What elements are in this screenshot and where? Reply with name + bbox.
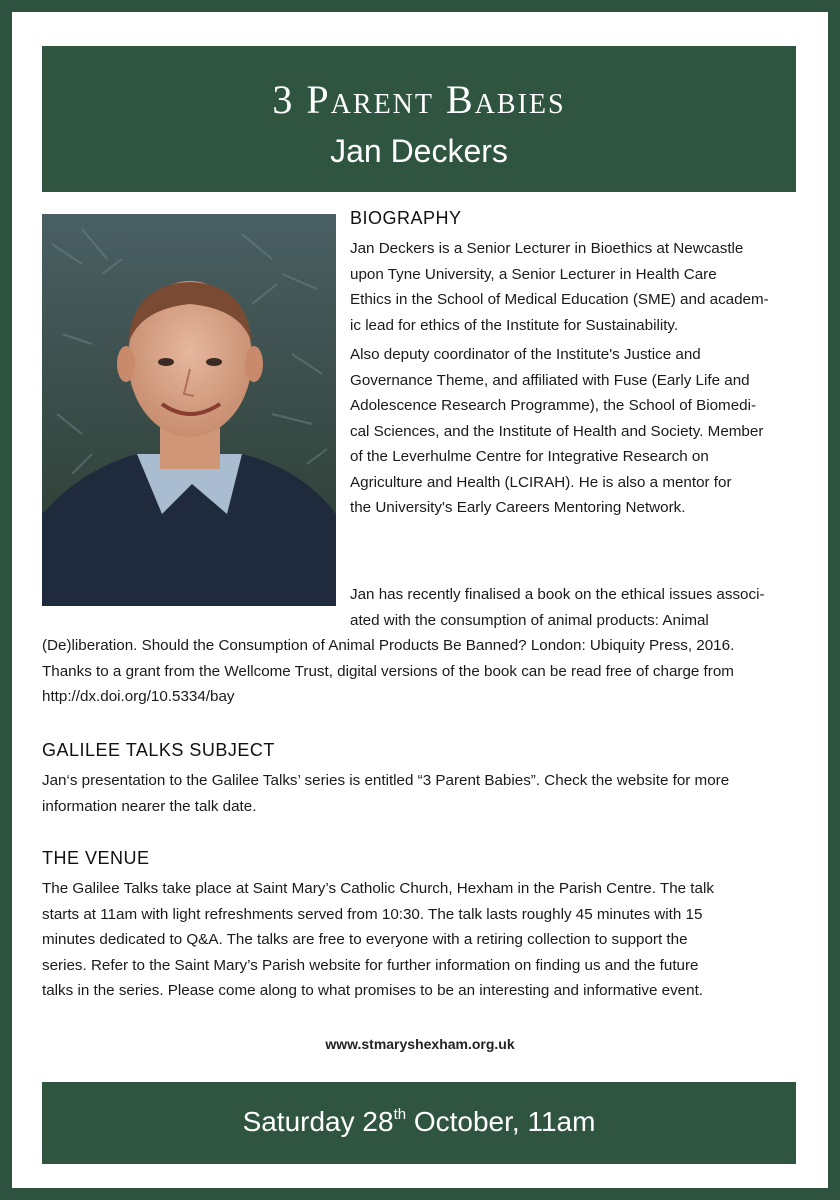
biography-para-2 xyxy=(350,342,796,521)
bio-line: Jan Deckers is a Senior Lecturer in Bioethics at Newcastle xyxy=(350,240,744,257)
venue-line: starts at 11am with light refreshments served from 10:30. The talk lasts roughly 45 minutes with 15 xyxy=(42,905,703,923)
subject-text xyxy=(42,768,796,819)
speaker-name: Jan Deckers xyxy=(330,133,508,169)
footer-banner xyxy=(42,1082,796,1164)
subject-heading: GALILEE TALKS SUBJECT xyxy=(42,740,275,760)
bio-line: cal Sciences, and the Institute of Health and Society. Member xyxy=(350,422,764,440)
bio-line: ic lead for ethics of the Institute for Sustainability. xyxy=(350,316,679,334)
header-banner xyxy=(42,46,796,192)
doi-link[interactable]: http://dx.doi.org/10.5334/bay xyxy=(42,688,235,705)
bio-line: ated with the consumption of animal products: Animal xyxy=(350,611,709,629)
subject-line: Jan‘s presentation to the Galilee Talks’ series is entitled “3 Parent Babies”. Check the website for more xyxy=(42,772,730,789)
venue-line: talks in the series. Please come along to what promises to be an interesting and informative event. xyxy=(42,982,704,999)
bio-line: Adolescence Research Programme), the School of Biomedi- xyxy=(350,397,757,414)
bio-line: the University's Early Careers Mentoring Network. xyxy=(350,499,686,516)
bio-line: Governance Theme, and affiliated with Fuse (Early Life and xyxy=(350,371,750,389)
event-date-time: October, 11am xyxy=(406,1106,596,1137)
biography-para-3-top xyxy=(350,582,796,633)
subject-line: information nearer the talk date. xyxy=(42,797,257,815)
bio-line: Also deputy coordinator of the Institute's Justice and xyxy=(350,346,701,363)
website-link[interactable]: www.stmaryshexham.org.uk xyxy=(325,1036,515,1052)
bio-line: Thanks to a grant from the Wellcome Trust, digital versions of the book can be read free of charge from xyxy=(42,662,734,680)
event-title: 3 Parent Babies xyxy=(272,77,566,122)
venue-line: The Galilee Talks take place at Saint Mary’s Catholic Church, Hexham in the Parish Centre. The talk xyxy=(42,880,714,897)
bio-line: upon Tyne University, a Senior Lecturer in Health Care xyxy=(350,265,717,283)
venue-line: minutes dedicated to Q&A. The talks are free to everyone with a retiring collection to support the xyxy=(42,931,688,948)
venue-text xyxy=(42,876,796,1004)
event-date-suffix: th xyxy=(393,1106,407,1123)
poster-page xyxy=(12,12,828,1188)
event-date-day: Saturday 28 xyxy=(242,1106,394,1137)
venue-heading: THE VENUE xyxy=(42,848,150,868)
bio-line: Jan has recently finalised a book on the ethical issues associ- xyxy=(350,586,765,603)
venue-line: series. Refer to the Saint Mary’s Parish website for further information on finding us and the future xyxy=(42,956,699,974)
speaker-photo xyxy=(42,214,336,606)
bio-line: of the Leverhulme Centre for Integrative Research on xyxy=(350,448,709,465)
bio-line: (De)liberation. Should the Consumption of Animal Products Be Banned? London: Ubiquity Press, 2016. xyxy=(42,637,735,654)
bio-line: Ethics in the School of Medical Education (SME) and academ- xyxy=(350,291,769,308)
biography-heading: BIOGRAPHY xyxy=(350,208,462,228)
biography-para-3-bottom xyxy=(42,633,796,710)
biography-para-1 xyxy=(350,236,796,338)
event-date xyxy=(42,1104,796,1140)
bio-line: Agriculture and Health (LCIRAH). He is also a mentor for xyxy=(350,473,732,491)
portrait-photo-icon xyxy=(42,214,336,606)
